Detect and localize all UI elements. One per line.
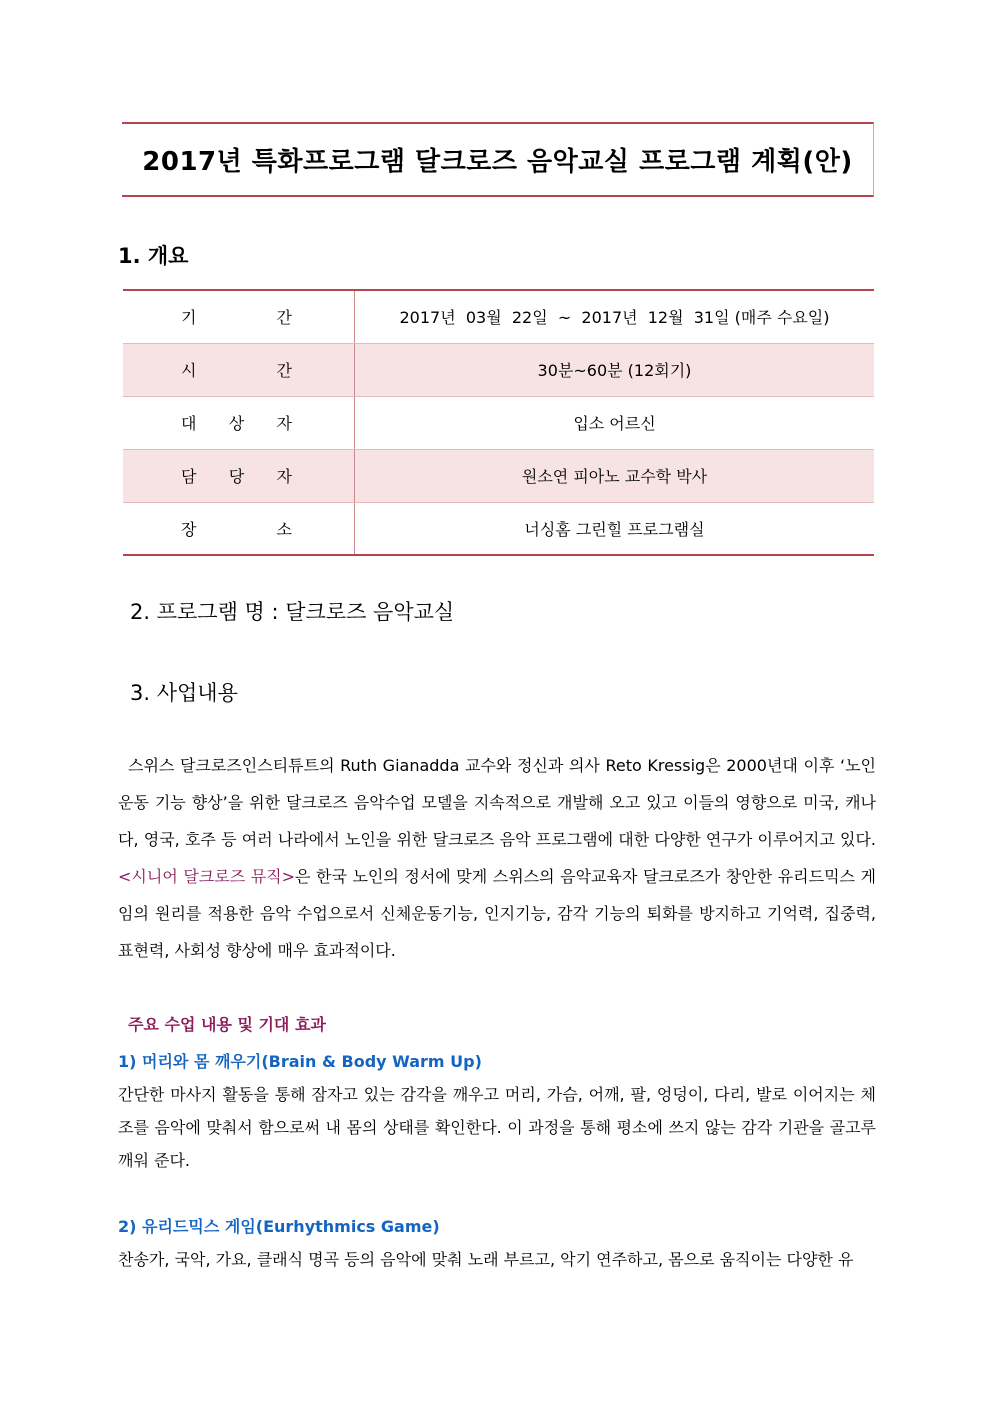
label-char: 소	[276, 519, 292, 539]
label-char: 간	[276, 308, 292, 328]
row-label	[123, 396, 355, 449]
label-char: 자	[276, 414, 292, 433]
row-label	[123, 290, 355, 343]
table-row	[123, 396, 874, 449]
row-value: 2017년 03월 22일 ~ 2017년 12월 31일 (매주 수요일)	[355, 290, 875, 343]
row-value: 30분~60분 (12회기)	[355, 343, 875, 396]
label-char: 기	[181, 308, 197, 328]
table-row	[123, 449, 874, 502]
item-2-text: 찬송가, 국악, 가요, 클래식 명곡 등의 음악에 맞춰 노래 부르고, 악기 연주하고, 몸으로 움직이는 다양한 유	[118, 1250, 854, 1269]
table-row	[123, 290, 874, 343]
item-1-text: 간단한 마사지 활동을 통해 잠자고 있는 감각을 깨우고 머리, 가슴, 어깨, 팔, 엉덩이, 다리, 발로 이어지는 체조를 음악에 맞춰서 함으로써 내 몸의 상태를 확인한다. 이 과정을 통해 평소에 쓰지 않는 감각 기관을 골고루 깨워 준다.	[118, 1085, 876, 1170]
label-char: 장	[181, 519, 197, 539]
section-2-heading: 2. 프로그램 명 : 달크로즈 음악교실	[130, 600, 455, 624]
label-char: 간	[276, 361, 292, 380]
row-value: 너싱홈 그린힐 프로그램실	[355, 502, 875, 555]
label-char: 대	[181, 414, 197, 433]
overview-table	[123, 289, 874, 556]
section-3-heading: 3. 사업내용	[130, 681, 238, 705]
label-char: 시	[181, 361, 197, 380]
item-2-heading: 2) 유리드믹스 게임(Eurhythmics Game)	[118, 1217, 440, 1236]
document-title: 2017년 특화프로그램 달크로즈 음악교실 프로그램 계획(안)	[142, 147, 853, 177]
row-label	[123, 449, 355, 502]
label-char: 상	[228, 414, 245, 433]
table-row	[123, 343, 874, 396]
label-char: 담	[181, 467, 197, 486]
title-box	[122, 122, 874, 197]
label-char: 자	[276, 467, 292, 486]
label-char: 당	[228, 467, 245, 486]
table-row	[123, 502, 874, 555]
intro-text: 은 한국 노인의 정서에 맞게 스위스의 음악교육자 달크로즈가 창안한 유리드믹스 게임의 원리를 적용한 음악 수업으로서 신체운동기능, 인지기능, 감각 기능의 퇴화를 방지하고 기억력, 집중력, 표현력, 사회성 향상에 매우 효과적이다.	[118, 867, 876, 960]
sub-heading: 주요 수업 내용 및 기대 효과	[128, 1015, 326, 1034]
program-name-highlight: <시니어 달크로즈 뮤직>	[118, 867, 296, 886]
item-1-heading: 1) 머리와 몸 깨우기(Brain & Body Warm Up)	[118, 1052, 482, 1071]
row-label	[123, 502, 355, 555]
section-1-heading: 1. 개요	[118, 244, 189, 268]
row-label	[123, 343, 355, 396]
intro-paragraph	[118, 747, 876, 969]
intro-text: 스위스 달크로즈인스티튜트의 Ruth Gianadda 교수와 정신과 의사 Reto Kressig은 2000년대 이후 ‘노인 운동 기능 향상’을 위한 달크로즈 음악수업 모델을 지속적으로 개발해 오고 있고 이들의 영향으로 미국, 캐나다, 영국, 호주 등 여러 나라에서 노인을 위한 달크로즈 음악 프로그램에 대한 다양한 연구가 이루어지고 있다.	[118, 756, 876, 849]
row-value: 원소연 피아노 교수학 박사	[355, 449, 875, 502]
row-value: 입소 어르신	[355, 396, 875, 449]
